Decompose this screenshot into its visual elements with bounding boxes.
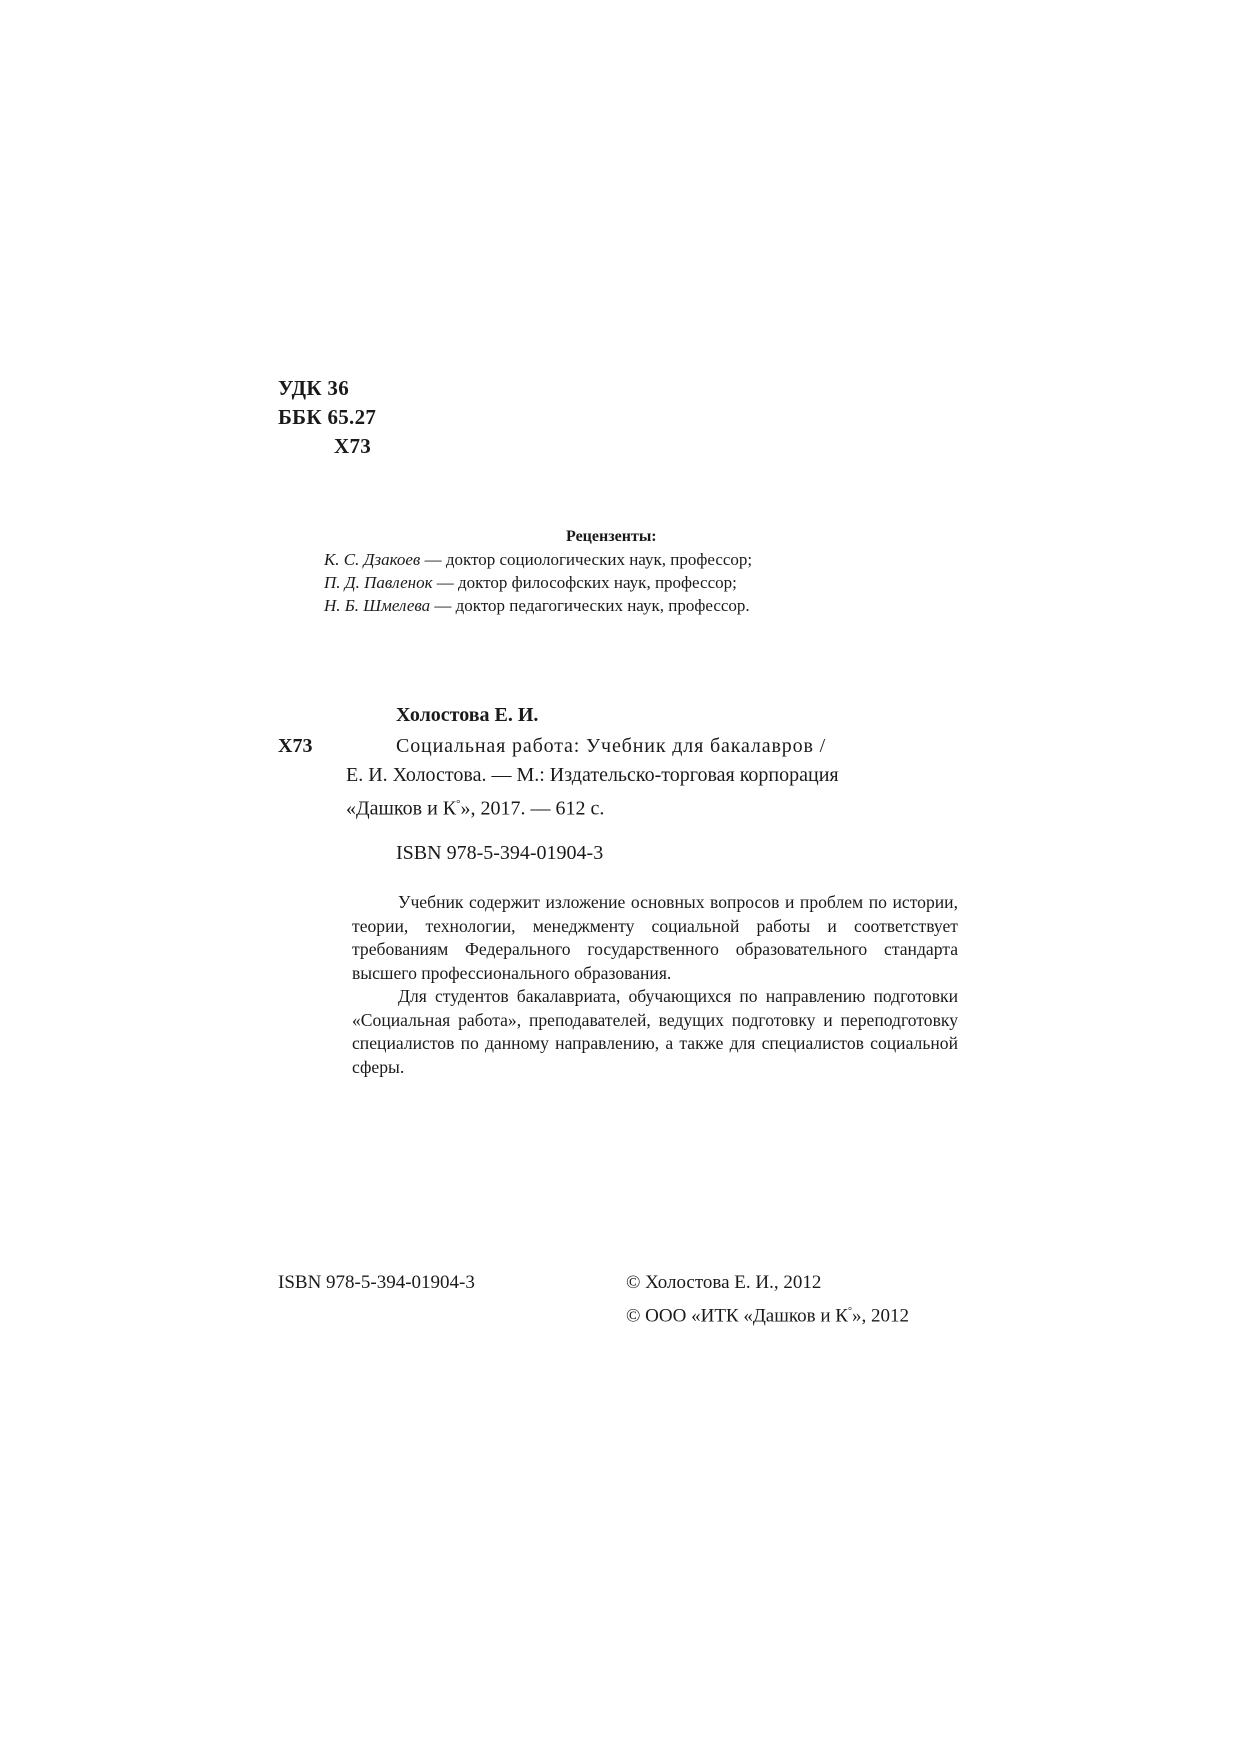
- copyright-publisher: [626, 1297, 909, 1330]
- reviewer-desc: — доктор социологических наук, профессор;: [420, 550, 753, 569]
- year-pages: », 2017. — 612 с.: [460, 797, 605, 820]
- annotation-paragraph: Учебник содержит изложение основных вопросов и проблем по истории, теории, технологии, менеджменту социальной работы и соответствует требованиям Федерального государственного образовательного стандарта высшего профессионального образования.: [352, 892, 958, 983]
- copyright-year: », 2012: [851, 1305, 909, 1327]
- author-sign: Х73: [334, 434, 372, 458]
- bibliographic-year-line: [346, 789, 604, 824]
- publisher-name: «Дашков и К: [346, 797, 457, 820]
- reviewer-name: К. С. Дзакоев: [324, 550, 421, 569]
- bbk-code: ББК 65.27: [278, 405, 377, 429]
- udk-code: УДК 36: [278, 376, 350, 400]
- reviewer-desc: — доктор педагогических наук, профессор.: [430, 596, 750, 615]
- degree-mark: °: [456, 798, 461, 810]
- annotation-paragraph: Для студентов бакалавриата, обучающихся по направлению подготовки «Социальная работа», преподавателей, ведущих подготовку и переподготовку специалистов по данному направлению, а также для специалистов социальной сферы.: [352, 986, 958, 1077]
- reviewer-name: П. Д. Павленок: [324, 573, 433, 592]
- bibliographic-isbn: ISBN 978-5-394-01904-3: [396, 842, 604, 864]
- degree-mark: °: [847, 1306, 852, 1317]
- bibliographic-author-sign: Х73: [278, 735, 313, 757]
- reviewer-name: Н. Б. Шмелева: [324, 596, 431, 615]
- footer-isbn: ISBN 978-5-394-01904-3: [278, 1272, 475, 1293]
- bibliographic-author: Холостова Е. И.: [396, 704, 539, 726]
- annotation: [352, 891, 958, 1079]
- reviewer-line: [324, 571, 737, 594]
- copyright-author: © Холостова Е. И., 2012: [626, 1272, 822, 1293]
- bibliographic-publisher-line: Е. И. Холостова. — М.: Издательско-торговая корпорация: [346, 764, 839, 786]
- copyright-publisher-name: © ООО «ИТК «Дашков и К: [626, 1305, 848, 1327]
- reviewer-desc: — доктор философских наук, профессор;: [432, 573, 737, 592]
- reviewers-title: Рецензенты:: [566, 528, 657, 545]
- reviewer-line: [324, 594, 750, 617]
- reviewer-line: [324, 548, 752, 571]
- bibliographic-title-line: Социальная работа: Учебник для бакалавров /: [396, 735, 827, 757]
